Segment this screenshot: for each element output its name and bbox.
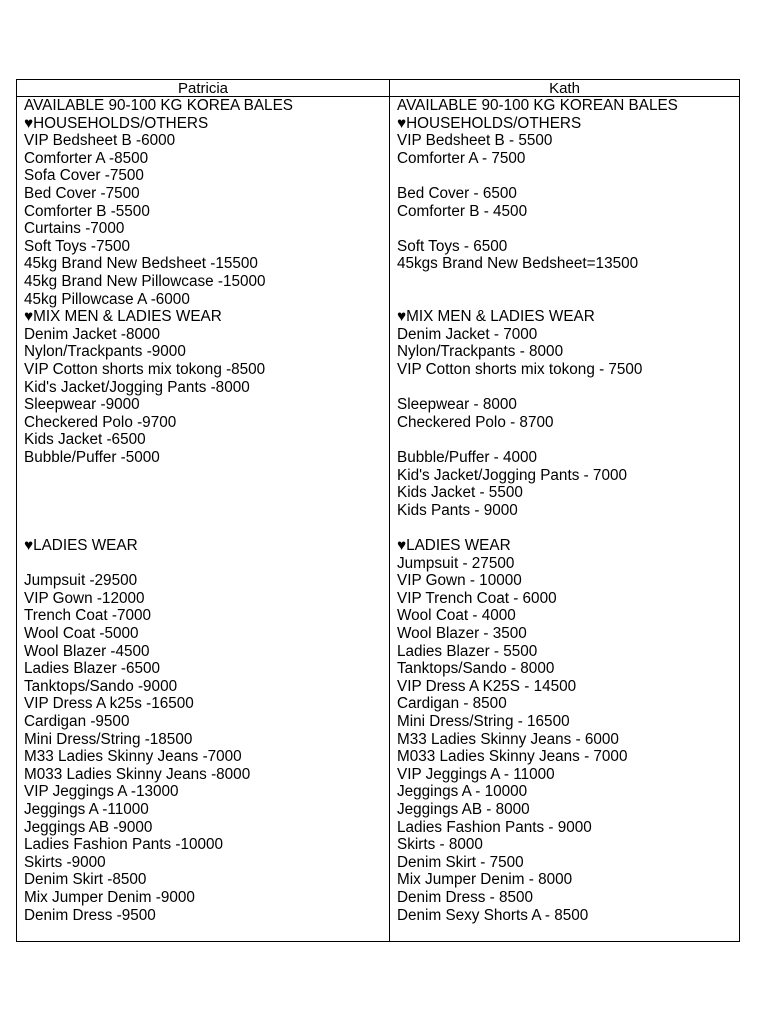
list-item: Bubble/Puffer -5000 [24, 449, 160, 466]
list-item: Comforter A - 7500 [397, 149, 526, 167]
list-item: Soft Toys -7500 [24, 237, 131, 255]
list-item: Checkered Polo -9700 [24, 413, 177, 431]
list-item: VIP Jeggings A -13000 [24, 783, 179, 801]
list-item: Mini Dress/String - 16500 [397, 713, 570, 730]
list-item: Denim Skirt - 7500 [397, 853, 524, 871]
column-kath [390, 97, 739, 941]
list-item: Denim Jacket -8000 [24, 325, 161, 343]
list-item: Ladies Fashion Pants -10000 [24, 836, 223, 854]
list-item: VIP Gown - 10000 [397, 572, 522, 590]
list-item: Tanktops/Sando -9000 [24, 677, 178, 695]
list-item: Wool Blazer -4500 [24, 642, 150, 660]
list-item: Mix Jumper Denim -9000 [24, 889, 195, 906]
list-item: ♥LADIES WEAR [397, 537, 511, 554]
list-item: Wool Blazer - 3500 [397, 625, 527, 642]
list-item: Denim Sexy Shorts A - 8500 [397, 906, 589, 924]
column-patricia [17, 97, 390, 941]
list-item: Soft Toys - 6500 [397, 237, 508, 255]
list-item: Sofa Cover -7500 [24, 167, 144, 185]
list-item: Kids Jacket - 5500 [397, 484, 523, 502]
list-item: VIP Dress A K25S - 14500 [397, 677, 577, 695]
list-item: VIP Dress A k25s -16500 [24, 695, 194, 713]
list-item: Cardigan - 8500 [397, 695, 507, 713]
list-item: 45kg Brand New Bedsheet -15500 [24, 255, 258, 273]
list-item: Tanktops/Sando - 8000 [397, 660, 555, 678]
list-item: VIP Trench Coat - 6000 [397, 589, 557, 607]
list-item: ♥MIX MEN & LADIES WEAR [24, 308, 222, 326]
list-item: VIP Bedsheet B - 5500 [397, 132, 553, 150]
list-item: ♥HOUSEHOLDS/OTHERS [24, 114, 209, 132]
list-item: Jeggings A - 10000 [397, 783, 528, 801]
list-item: Denim Dress -9500 [24, 906, 156, 924]
list-item: 45kgs Brand New Bedsheet=13500 [397, 255, 639, 273]
list-item: AVAILABLE 90-100 KG KOREA BALES [24, 97, 293, 114]
list-item: Checkered Polo - 8700 [397, 413, 554, 431]
list-item: Denim Dress - 8500 [397, 889, 534, 906]
list-item: 45kg Pillowcase A -6000 [24, 290, 190, 308]
list-item: Ladies Blazer - 5500 [397, 642, 538, 660]
list-item: M033 Ladies Skinny Jeans - 7000 [397, 748, 628, 766]
list-item: VIP Gown -12000 [24, 589, 145, 607]
list-item: Comforter A -8500 [24, 149, 149, 167]
list-item: Trench Coat -7000 [24, 607, 151, 625]
list-item: Denim Skirt -8500 [24, 871, 147, 889]
list-item: ♥HOUSEHOLDS/OTHERS [397, 114, 582, 132]
list-item: Skirts - 8000 [397, 836, 483, 854]
list-item: Kid's Jacket/Jogging Pants -8000 [24, 378, 250, 396]
list-item: Jumpsuit - 27500 [397, 554, 515, 572]
list-item: M33 Ladies Skinny Jeans - 6000 [397, 730, 619, 748]
list-item: Comforter B -5500 [24, 202, 150, 220]
list-item: VIP Cotton shorts mix tokong - 7500 [397, 361, 643, 378]
list-item: Jumpsuit -29500 [24, 572, 138, 590]
list-item: M33 Ladies Skinny Jeans -7000 [24, 748, 242, 766]
list-item: Sleepwear -9000 [24, 396, 140, 414]
list-item: Ladies Blazer -6500 [24, 660, 161, 678]
list-item: Nylon/Trackpants - 8000 [397, 343, 564, 361]
column-header-kath: Kath [390, 80, 739, 97]
list-item: ♥LADIES WEAR [24, 537, 138, 554]
list-item: Jeggings A -11000 [24, 801, 149, 818]
list-item: ♥MIX MEN & LADIES WEAR [397, 308, 595, 326]
price-list-table [16, 79, 740, 942]
list-item: Nylon/Trackpants -9000 [24, 343, 186, 361]
list-item: VIP Bedsheet B -6000 [24, 132, 176, 150]
list-item: Ladies Fashion Pants - 9000 [397, 818, 592, 836]
list-item: AVAILABLE 90-100 KG KOREAN BALES [397, 97, 678, 114]
list-item: Kid's Jacket/Jogging Pants - 7000 [397, 466, 627, 484]
list-item: Skirts -9000 [24, 853, 106, 871]
list-item: 45kg Brand New Pillowcase -15000 [24, 273, 266, 290]
list-item: Bubble/Puffer - 4000 [397, 449, 538, 466]
list-item: Kids Pants - 9000 [397, 501, 518, 519]
list-item: VIP Cotton shorts mix tokong -8500 [24, 361, 266, 378]
list-item: Jeggings AB -9000 [24, 818, 153, 836]
list-item: Comforter B - 4500 [397, 202, 528, 220]
list-item: Wool Coat -5000 [24, 625, 139, 642]
list-item: Jeggings AB - 8000 [397, 801, 530, 818]
list-item: Denim Jacket - 7000 [397, 325, 538, 343]
list-item: Sleepwear - 8000 [397, 396, 517, 414]
list-item: Mix Jumper Denim - 8000 [397, 871, 573, 889]
list-item: Bed Cover -7500 [24, 185, 140, 202]
list-item: Mini Dress/String -18500 [24, 730, 193, 748]
list-item: Curtains -7000 [24, 220, 125, 238]
list-item: M033 Ladies Skinny Jeans -8000 [24, 765, 251, 783]
list-item: Bed Cover - 6500 [397, 185, 517, 202]
column-header-patricia: Patricia [17, 80, 390, 97]
list-item: Kids Jacket -6500 [24, 431, 146, 449]
list-item: VIP Jeggings A - 11000 [397, 765, 555, 783]
list-item: Cardigan -9500 [24, 713, 130, 730]
list-item: Wool Coat - 4000 [397, 607, 516, 625]
